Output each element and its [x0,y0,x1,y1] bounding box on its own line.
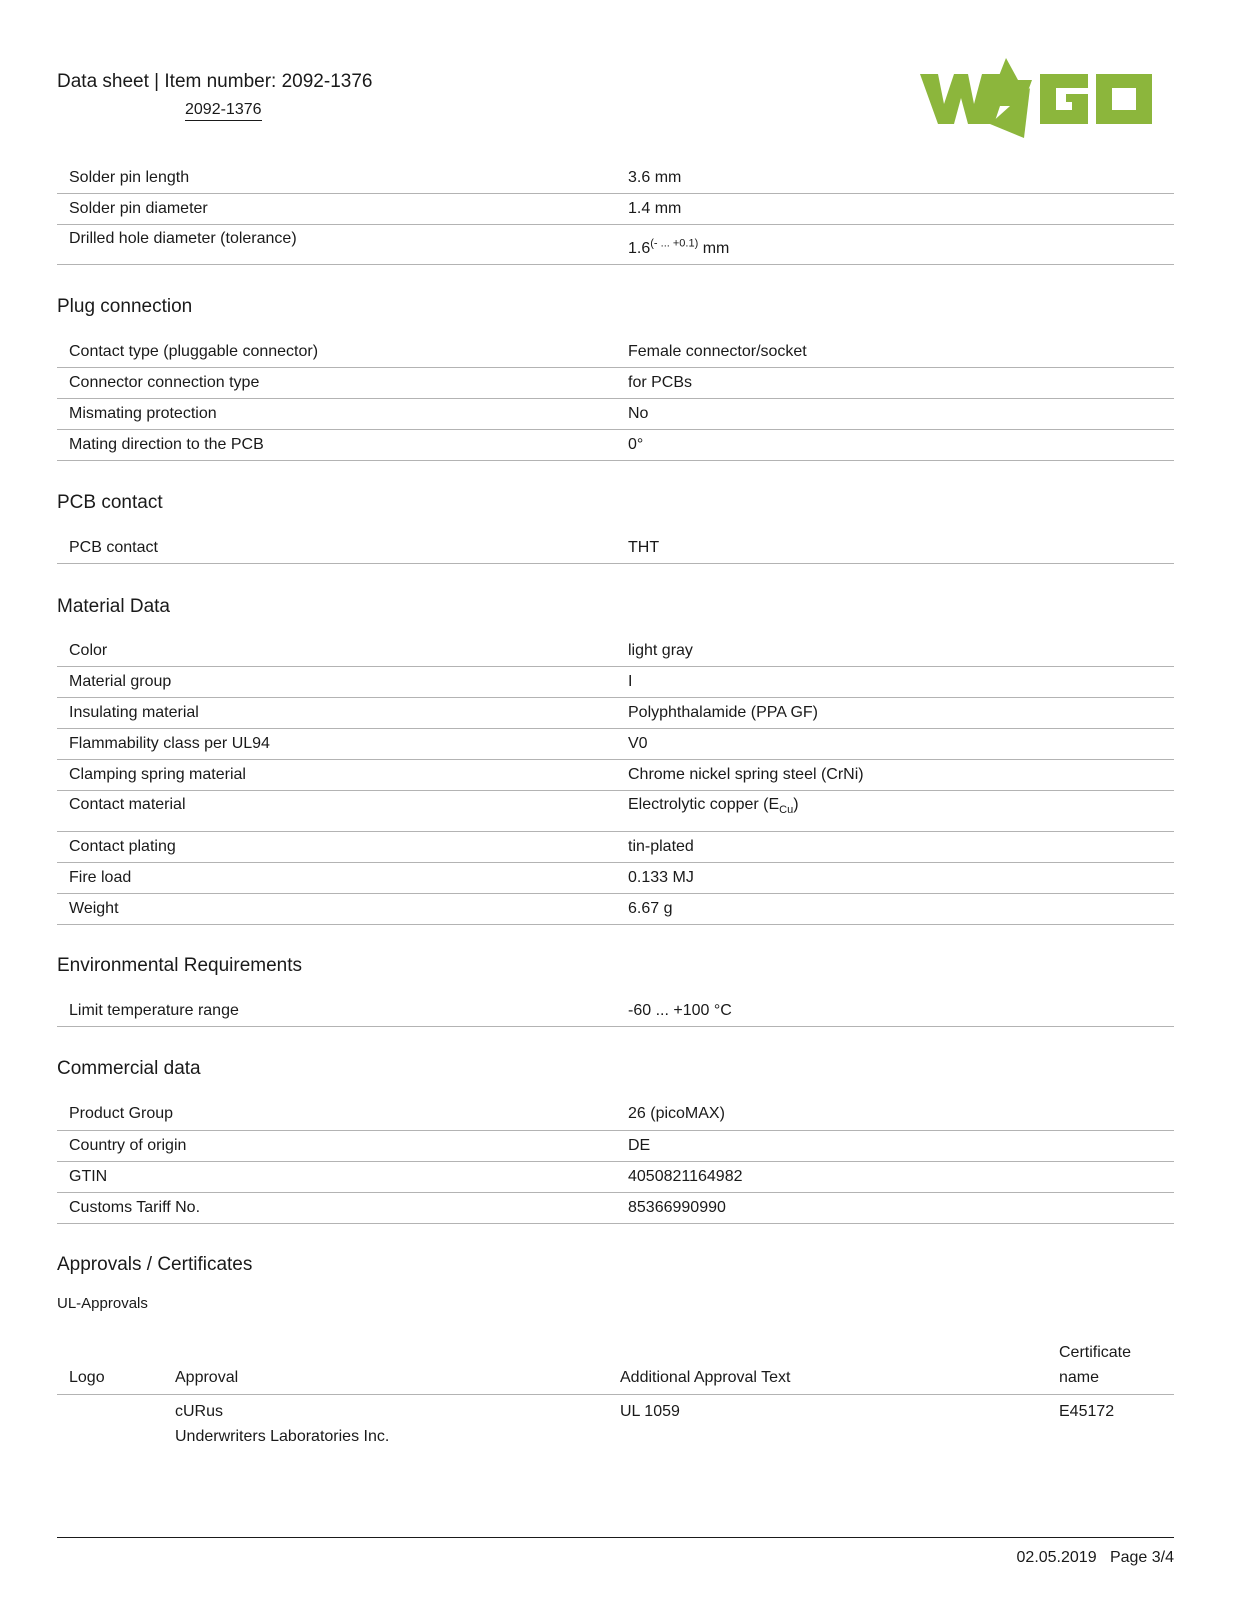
pcb-table [57,533,1174,564]
subsection-ul-approvals: UL-Approvals [57,1295,148,1312]
row-label: Material group [57,666,616,697]
table-row [57,1395,1174,1450]
row-label: Country of origin [57,1130,616,1161]
row-value: Chrome nickel spring steel (CrNi) [616,759,1174,790]
cell-approval: cURus Underwriters Laboratories Inc. [175,1403,390,1445]
row-label: PCB contact [57,533,616,563]
row-value: -60 ... +100 °C [616,996,1174,1026]
row-label: Weight [57,893,616,924]
material-table [57,636,1174,925]
row-value: No [616,398,1174,429]
row-value: light gray [616,636,1174,666]
section-title-commercial: Commercial data [57,1058,201,1079]
approvals-table [57,1340,1174,1449]
footer-divider [57,1537,1174,1538]
row-value: $1.6^{(- ... +0.1)}$ mm [616,224,1174,264]
cell-approval-text: UL 1059 [620,1403,680,1420]
row-label: GTIN [57,1161,616,1192]
row-value: Electrolytic copper $(E_{Cu})$ [616,790,1174,831]
footer-page: Page 3/4 [1109,1549,1174,1566]
row-value: tin-plated [616,831,1174,862]
row-value: 26 (picoMAX) [616,1099,1174,1130]
row-label: Limit temperature range [57,996,616,1026]
row-value: DE [616,1130,1174,1161]
row-label: Mating direction to the PCB [57,429,616,460]
row-label: Drilled hole diameter (tolerance) [57,224,616,264]
row-value: 0° [616,429,1174,460]
row-label: Customs Tariff No. [57,1192,616,1223]
row-label: Product Group [57,1099,616,1130]
row-value: Female connector/socket [616,337,1174,367]
row-value: I [616,666,1174,697]
row-value: 3.6 mm [616,163,1174,193]
section-title-plug: Plug connection [57,296,193,317]
row-value: V0 [616,728,1174,759]
section-title-material: Material Data [57,596,170,617]
col-header-approval: Approval [163,1340,608,1395]
cell-certificate: E45172 [1059,1403,1115,1420]
row-value: Polyphthalamide (PPA GF) [616,697,1174,728]
row-label: Contact type (pluggable connector) [57,337,616,367]
section-title-environment: Environmental Requirements [57,955,303,976]
row-label: Solder pin diameter [57,193,616,224]
plug-table [57,337,1174,461]
row-value: 1.4 mm [616,193,1174,224]
col-header-logo: Logo [57,1340,163,1395]
environment-table [57,996,1174,1027]
row-value: 4050821164982 [616,1161,1174,1192]
section-title-approvals: Approvals / Certificates [57,1254,253,1275]
footer [1017,1549,1174,1567]
row-label: Clamping spring material [57,759,616,790]
col-header-text: Additional Approval Text [608,1340,1047,1395]
section-title-pcb: PCB contact [57,492,163,513]
row-label: Solder pin length [57,163,616,193]
commercial-table [57,1099,1174,1224]
cell-logo [57,1395,163,1450]
document-title: Data sheet | Item number: 2092-1376 [57,71,373,92]
col-header-cert: Certificate name [1047,1340,1174,1395]
row-label: Insulating material [57,697,616,728]
row-label: Flammability class per UL94 [57,728,616,759]
row-label: Color [57,636,616,666]
row-value: THT [616,533,1174,563]
row-label: Mismating protection [57,398,616,429]
wago-logo [920,58,1172,142]
row-value: 6.67 g [616,893,1174,924]
row-label: Contact plating [57,831,616,862]
row-label: Fire load [57,862,616,893]
row-value: 85366990990 [616,1192,1174,1223]
row-label: Connector connection type [57,367,616,398]
item-number-link[interactable]: 2092-1376 [185,101,262,121]
row-value: 0.133 MJ [616,862,1174,893]
row-value: for PCBs [616,367,1174,398]
row-label: Contact material [57,790,616,831]
footer-date: 02.05.2019 [1016,1549,1097,1566]
solder-table [57,163,1174,265]
